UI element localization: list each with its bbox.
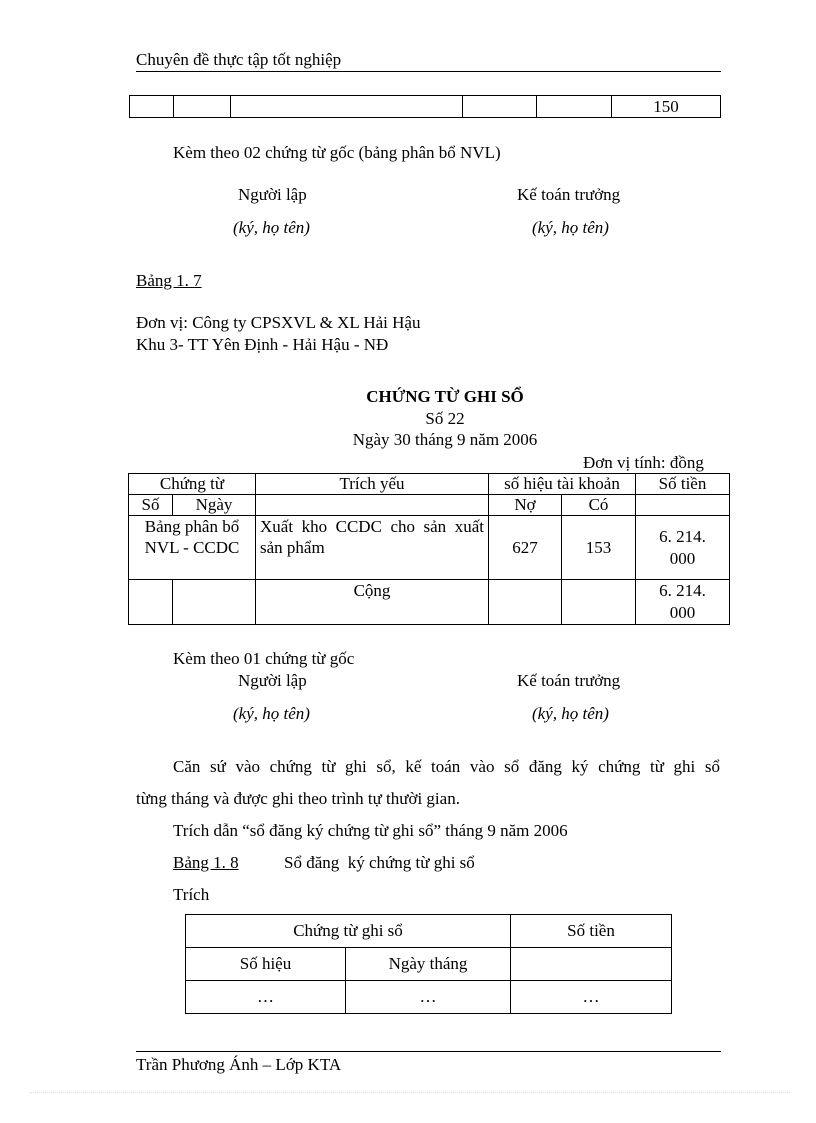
footer-divider	[136, 1051, 721, 1052]
header-voucher: Chứng từ	[129, 474, 256, 495]
header-divider	[136, 71, 721, 72]
table-cell	[256, 495, 489, 516]
table-cell	[537, 96, 612, 118]
paragraph-line: Căn sứ vào chứng từ ghi sổ, kế toán vào sổ đăng ký chứng từ ghi sổ	[173, 757, 720, 776]
table-subheader-row	[129, 495, 730, 516]
table-row	[130, 96, 721, 118]
unit-address: Khu 3- TT Yên Định - Hải Hậu - NĐ	[136, 335, 389, 354]
header-debit: Nợ	[489, 495, 562, 516]
header-number: Số hiệu	[186, 948, 346, 981]
header-voucher-date: Ngày	[173, 495, 256, 516]
amount-cell: …	[511, 981, 672, 1014]
summary-cell: Xuất kho CCDC cho sản xuất sản phẩm	[256, 516, 489, 580]
voucher-cell: Bảng phân bổ NVL - CCDC	[129, 516, 256, 580]
voucher-table	[128, 473, 730, 625]
table-total-row	[129, 580, 730, 625]
table-cell	[129, 580, 173, 625]
excerpt-line: Trích dẫn “sổ đăng ký chứng từ ghi sổ” tháng 9 năm 2006	[173, 821, 568, 840]
header-account: số hiệu tài khoản	[489, 474, 636, 495]
number-cell: …	[186, 981, 346, 1014]
voucher-title: CHỨNG TỪ GHI SỔ	[366, 387, 524, 406]
unit-name: Đơn vị: Công ty CPSXVL & XL Hải Hậu	[136, 313, 421, 332]
attachment-note: Kèm theo 02 chứng từ gốc (bảng phân bổ NVL)	[173, 143, 501, 162]
total-amount: 6. 214. 000	[636, 580, 730, 625]
header-amount: Số tiền	[511, 915, 672, 948]
header-voucher: Chứng từ ghi sổ	[186, 915, 511, 948]
attachment-note: Kèm theo 01 chứng từ gốc	[173, 649, 355, 668]
chief-sign-hint: (ký, họ tên)	[532, 218, 609, 237]
page-edge-divider	[30, 1092, 790, 1093]
table-title: Sổ đăng ký chứng từ ghi sổ	[284, 853, 475, 872]
table-cell	[636, 495, 730, 516]
table-cell	[130, 96, 174, 118]
header-summary: Trích yếu	[256, 474, 489, 495]
header-voucher-number: Số	[129, 495, 173, 516]
continuation-table	[129, 95, 721, 118]
table-cell	[173, 580, 256, 625]
debit-cell: 627	[489, 516, 562, 580]
table-cell	[463, 96, 537, 118]
voucher-date: Ngày 30 tháng 9 năm 2006	[352, 430, 538, 449]
header-credit: Có	[562, 495, 636, 516]
register-table	[185, 914, 672, 1014]
table-cell	[562, 580, 636, 625]
date-cell: …	[346, 981, 511, 1014]
total-label: Cộng	[256, 580, 489, 625]
excerpt-heading: Trích	[173, 885, 210, 904]
page-header-title: Chuyên đề thực tập tốt nghiệp	[136, 50, 342, 69]
preparer-sign-hint: (ký, họ tên)	[233, 218, 310, 237]
amount-cell: 150	[612, 96, 721, 118]
preparer-sign-hint: (ký, họ tên)	[233, 704, 310, 723]
table-cell	[489, 580, 562, 625]
table-label: Bảng 1. 7	[136, 271, 202, 290]
table-label: Bảng 1. 8	[173, 853, 239, 872]
preparer-label: Người lập	[238, 185, 307, 204]
table-subheader-row	[186, 948, 672, 981]
table-header-row	[186, 915, 672, 948]
chief-sign-hint: (ký, họ tên)	[532, 704, 609, 723]
table-cell	[231, 96, 463, 118]
footer-author: Trần Phương Ánh – Lớp KTA	[136, 1055, 342, 1074]
table-row	[186, 981, 672, 1014]
preparer-label: Người lập	[238, 671, 307, 690]
paragraph-line: từng tháng và được ghi theo trình tự thười gian.	[136, 789, 460, 808]
header-date: Ngày tháng	[346, 948, 511, 981]
amount-cell: 6. 214. 000	[636, 516, 730, 580]
voucher-number: Số 22	[425, 409, 465, 428]
table-row	[129, 516, 730, 580]
currency-unit: Đơn vị tính: đồng	[583, 453, 704, 472]
header-amount: Số tiền	[636, 474, 730, 495]
chief-accountant-label: Kế toán trưởng	[517, 185, 621, 204]
table-header-row	[129, 474, 730, 495]
credit-cell: 153	[562, 516, 636, 580]
chief-accountant-label: Kế toán trưởng	[517, 671, 621, 690]
table-cell	[174, 96, 231, 118]
table-cell	[511, 948, 672, 981]
